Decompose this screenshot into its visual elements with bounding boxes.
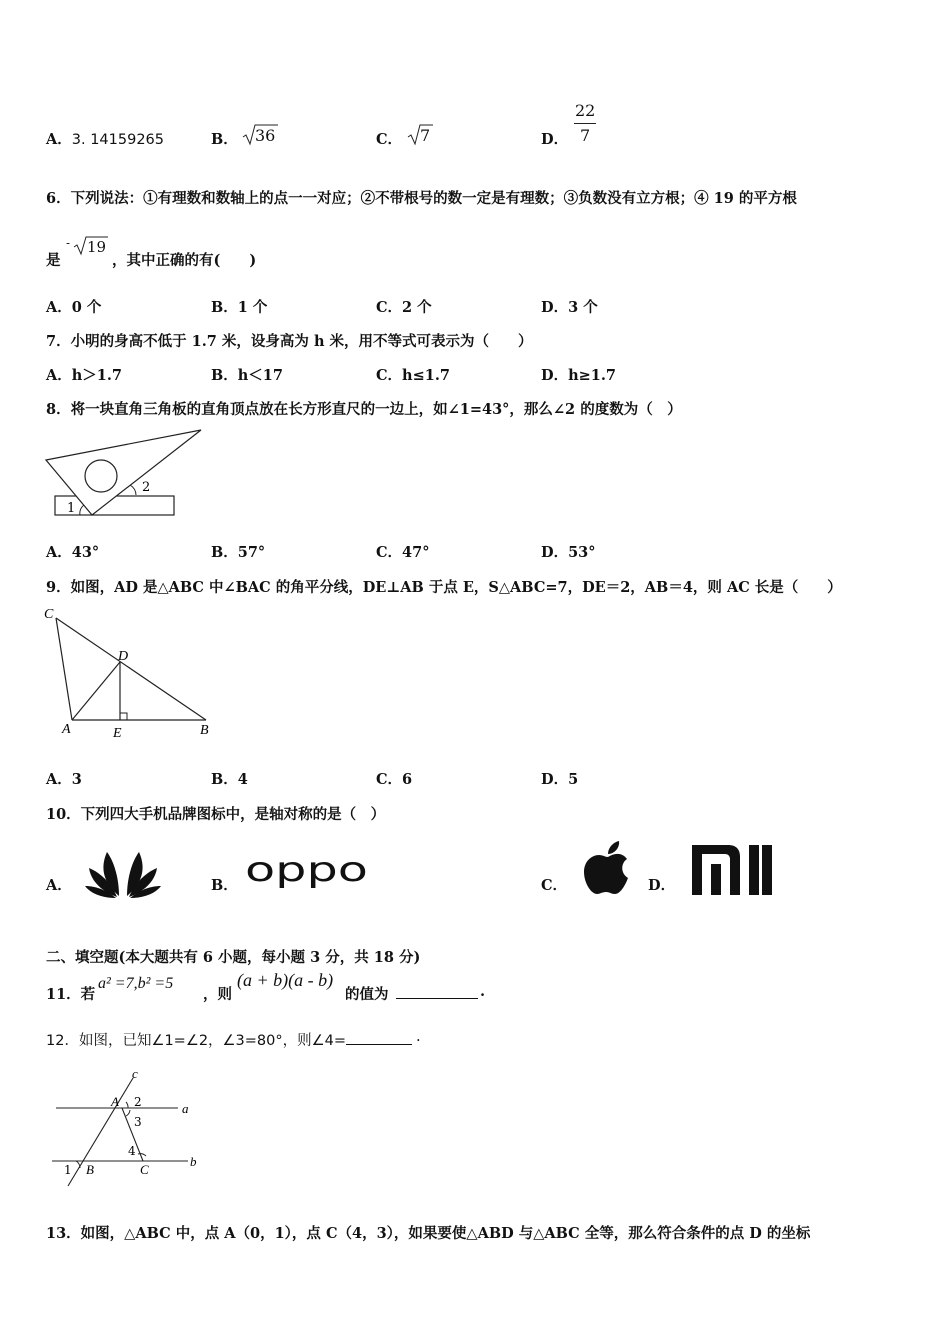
q6-stem-line2-pre: 是 <box>46 252 61 269</box>
q8-option-a: A．43° <box>46 544 100 561</box>
fraction-bar <box>574 123 596 124</box>
label-angle-4: 4 <box>128 1144 136 1158</box>
q7-stem: 7．小明的身高不低于 1.7 米，设身高为 h 米，用不等式可表示为（ ） <box>46 333 533 350</box>
q7-option-d: D．h≥1.7 <box>541 367 616 384</box>
q12-end: . <box>416 1029 421 1045</box>
label-B: B <box>200 723 209 738</box>
q10-option-d-letter: D． <box>648 877 676 894</box>
q11-expr2: (a + b)(a - b) <box>237 970 334 990</box>
q5-option-c <box>376 128 402 149</box>
q11-end: . <box>480 983 486 1000</box>
label-a: a <box>182 1101 189 1116</box>
q9-option-c: C．6 <box>376 771 413 788</box>
option-letter: C． <box>376 131 403 148</box>
angle-2-label: 2 <box>142 480 151 495</box>
apple-logo-icon <box>584 841 632 897</box>
radicand: 36 <box>255 126 276 145</box>
q5-option-d <box>541 128 568 149</box>
radicand: 7 <box>420 126 431 145</box>
q9-option-b: B．4 <box>211 771 248 788</box>
q13-stem: 13．如图，△ABC 中，点 A（0，1），点 C（4，3），如果要使△ABD 与△ABC 全等，那么符合条件的点 D 的坐标 <box>46 1225 811 1242</box>
q11-answer-blank[interactable] <box>396 984 478 999</box>
q10-stem: 10．下列四大手机品牌图标中，是轴对称的是（ ） <box>46 806 386 823</box>
option-letter: D． <box>541 131 569 148</box>
q12-figure-parallel-lines <box>48 1066 208 1194</box>
option-letter: A． <box>46 131 72 148</box>
q5-option-a <box>46 128 164 149</box>
label-angle-2: 2 <box>134 1095 142 1109</box>
q8-stem: 8．将一块直角三角板的直角顶点放在长方形直尺的一边上，如∠1=43°，那么∠2 的度数为（ ） <box>46 401 682 418</box>
label-E: E <box>113 726 122 741</box>
label-B: B <box>86 1162 94 1177</box>
xiaomi-mi-logo-icon <box>692 845 774 895</box>
label-A: A <box>111 1094 119 1109</box>
q11-mid: ，则 <box>203 986 232 1003</box>
option-value: 3. 14159265 <box>71 132 165 148</box>
q6-option-d: D．3 个 <box>541 299 598 316</box>
q10-option-c-letter: C． <box>541 877 568 894</box>
q6-option-b: B．1 个 <box>211 299 268 316</box>
huawei-logo-icon <box>85 846 161 898</box>
negative-sign: - <box>66 236 71 250</box>
label-D: D <box>118 649 129 664</box>
q5-option-b <box>211 128 238 149</box>
q6-option-a: A．0 个 <box>46 299 102 316</box>
q8-option-b: B．57° <box>211 544 266 561</box>
fraction-numerator: 22 <box>575 101 596 120</box>
option-letter: B． <box>211 131 238 148</box>
q12-answer-blank[interactable] <box>346 1030 412 1045</box>
angle-1-label: 1 <box>67 501 76 516</box>
label-C: C <box>140 1162 149 1177</box>
label-c: c <box>132 1066 138 1081</box>
q9-figure-triangle <box>40 600 220 745</box>
q8-option-c: C．47° <box>376 544 430 561</box>
section-2-title: 二、填空题(本大题共有 6 小题，每小题 3 分，共 18 分) <box>46 949 421 966</box>
q6-stem-line2-post: ，其中正确的有( ) <box>112 252 257 269</box>
label-A: A <box>62 722 71 737</box>
q10-option-a-letter: A． <box>46 877 72 894</box>
label-b: b <box>190 1154 197 1169</box>
q7-option-c: C．h≤1.7 <box>376 367 450 384</box>
q8-figure-triangle-ruler <box>40 425 210 520</box>
label-angle-1: 1 <box>64 1163 72 1177</box>
q6-option-c: C．2 个 <box>376 299 432 316</box>
label-angle-3: 3 <box>134 1115 142 1129</box>
oppo-logo-icon: oppo <box>245 850 368 890</box>
radicand: 19 <box>87 238 107 256</box>
q9-stem: 9．如图，AD 是△ABC 中∠BAC 的角平分线，DE⊥AB 于点 E，S△ABC=7，DE＝2，AB＝4，则 AC 长是（ ） <box>46 579 842 596</box>
q9-option-a: A．3 <box>46 771 82 788</box>
q6-stem-line1: 6．下列说法：①有理数和数轴上的点一一对应；②不带根号的数一定是有理数；③负数没有立方根；④ 19 的平方根 <box>46 190 797 207</box>
label-C: C <box>44 607 54 622</box>
q7-option-a: A．h＞1.7 <box>46 367 123 384</box>
fraction-denominator: 7 <box>580 126 591 145</box>
q11-pre: 11．若 <box>46 986 96 1003</box>
q8-option-d: D．53° <box>541 544 596 561</box>
q9-option-d: D．5 <box>541 771 579 788</box>
q10-option-b-letter: B． <box>211 877 238 894</box>
q7-option-b: B．h＜17 <box>211 367 283 384</box>
q12-stem: 12．如图，已知∠1=∠2，∠3=80°，则∠4= <box>46 1033 346 1049</box>
q11-post: 的值为 <box>345 986 389 1003</box>
q11-expr1: a² =7,b² =5 <box>98 975 174 992</box>
